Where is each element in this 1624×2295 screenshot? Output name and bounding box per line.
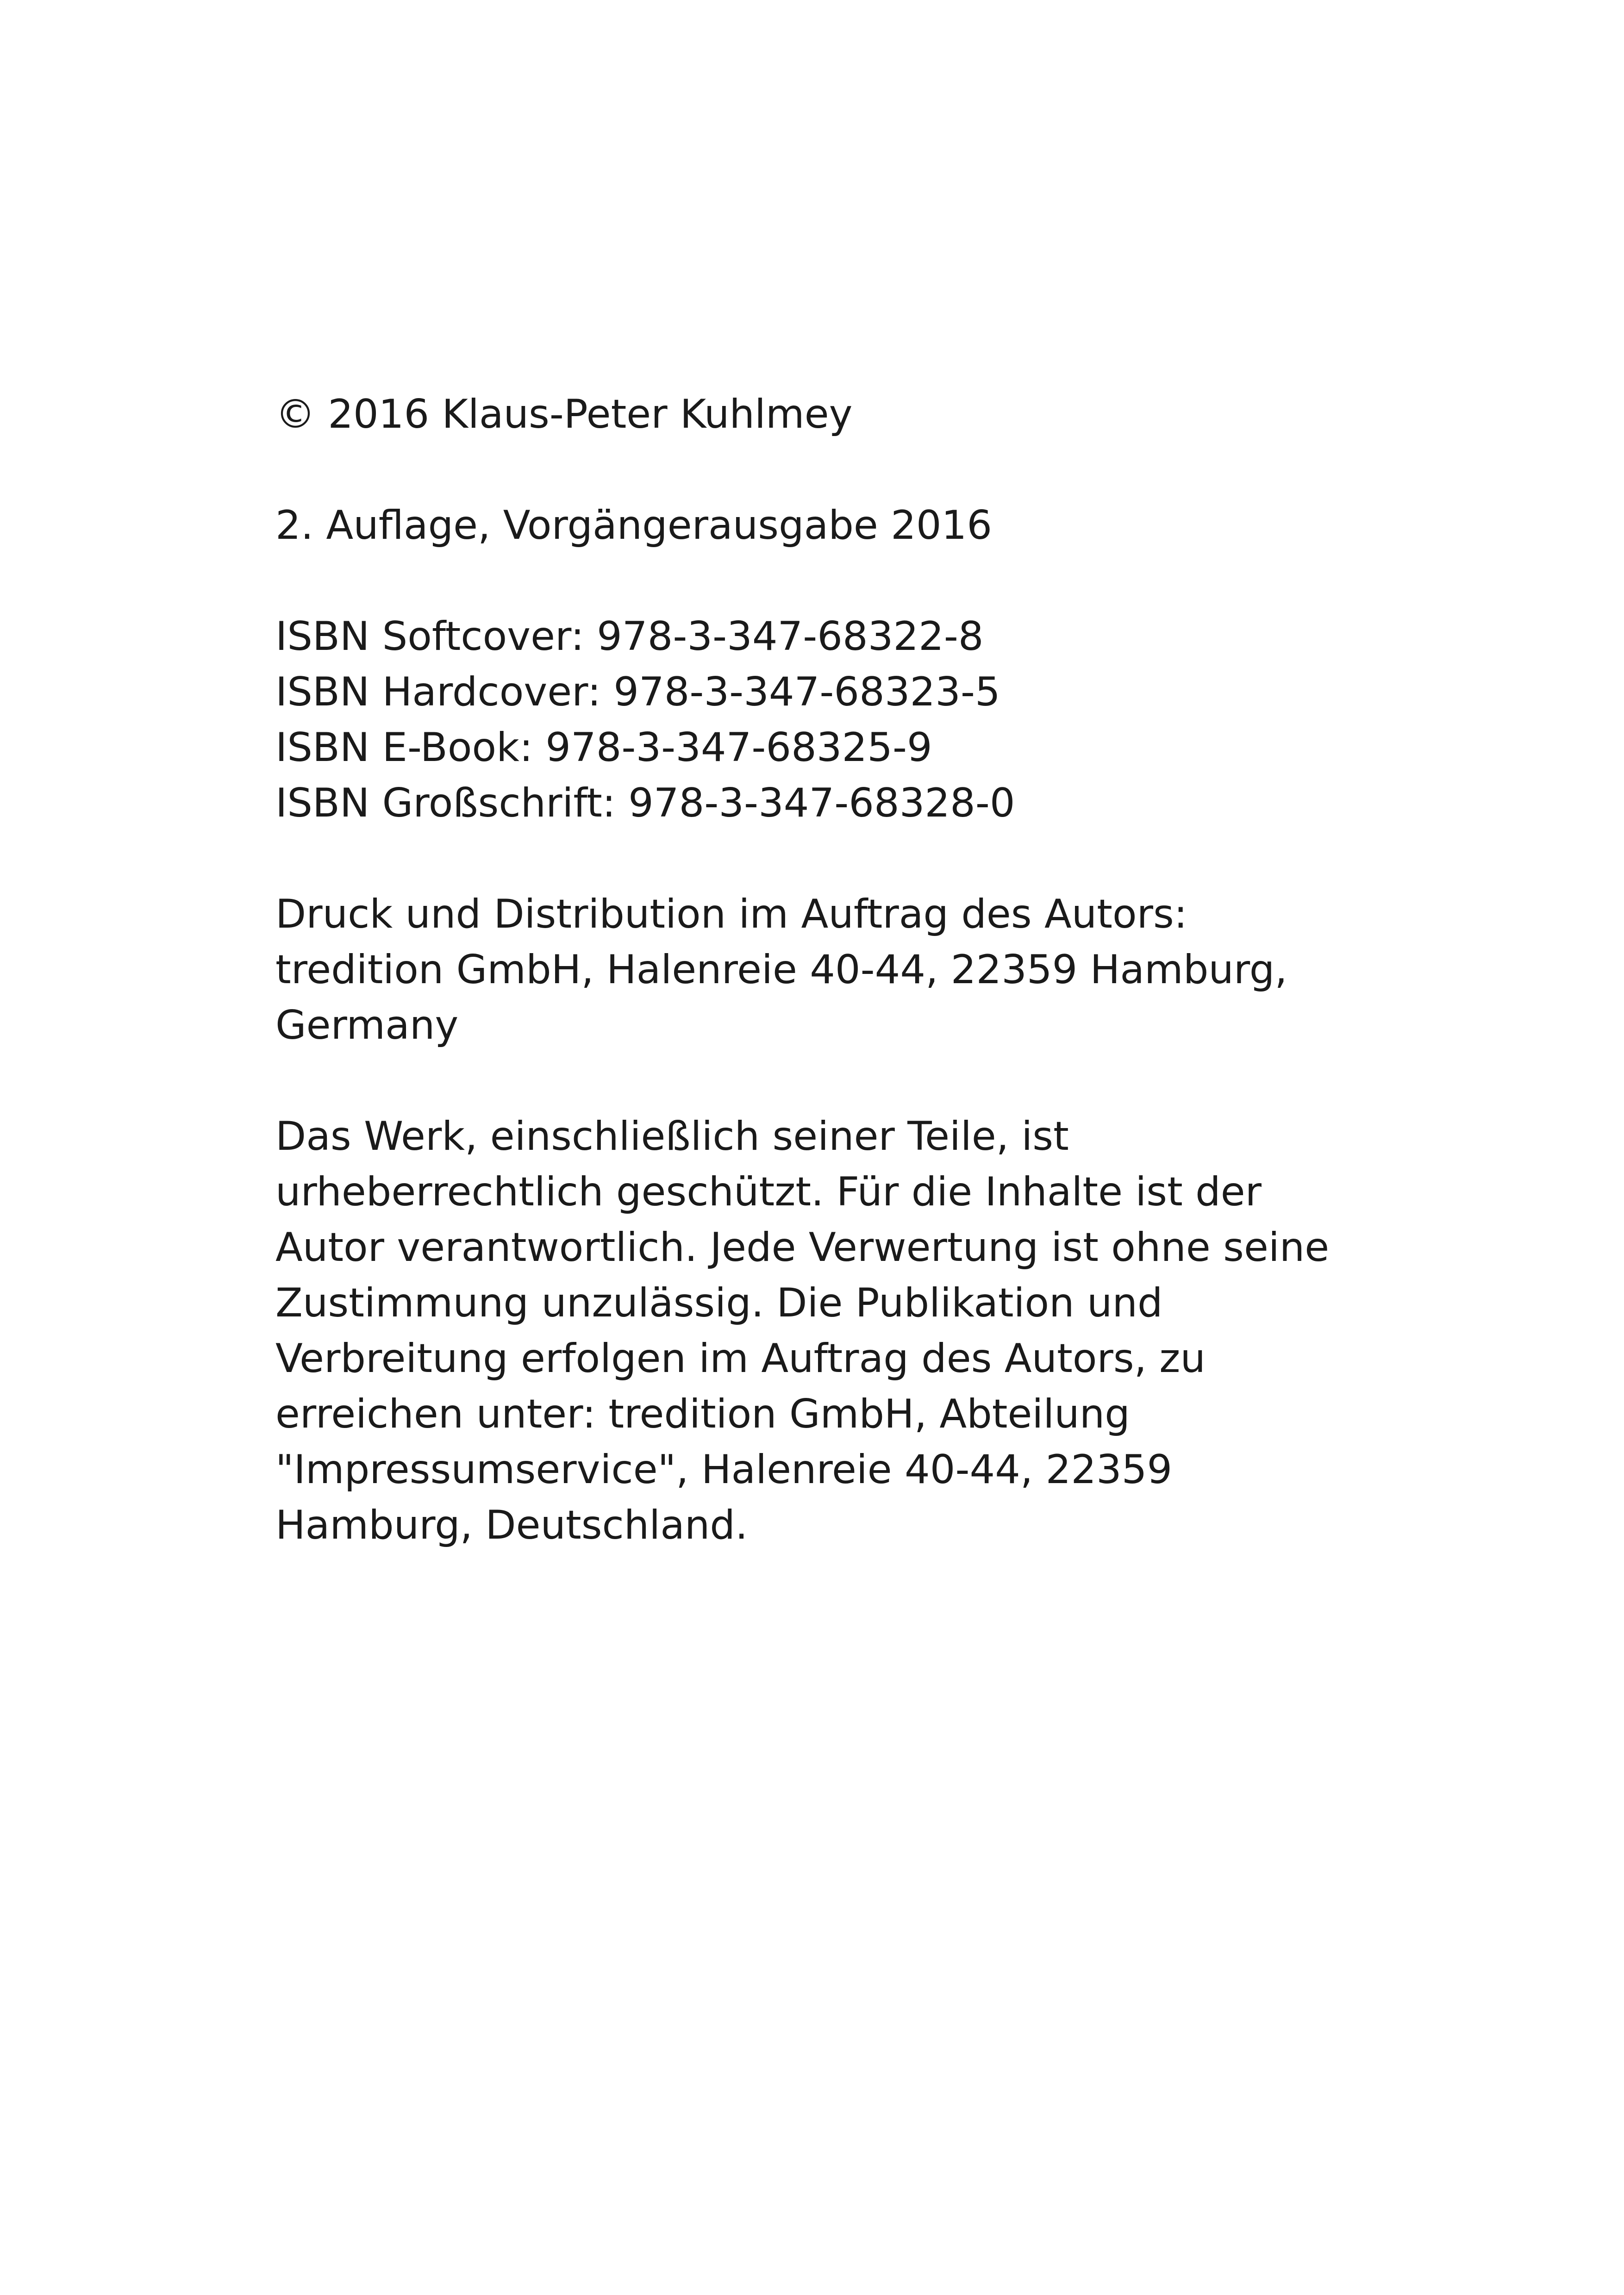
copyright-block	[275, 387, 1387, 442]
isbn-softcover-line: ISBN Softcover: 978-3-347-68322-8	[275, 613, 984, 660]
rights-line: Zustimmung unzulässig. Die Publikation und	[275, 1280, 1163, 1326]
printing-line: Germany	[275, 1002, 459, 1048]
isbn-block	[275, 609, 1387, 831]
rights-line: erreichen unter: tredition GmbH, Abteilung	[275, 1391, 1130, 1437]
rights-line: Das Werk, einschließlich seiner Teile, ist	[275, 1113, 1069, 1160]
copyright-line: © 2016 Klaus-Peter Kuhlmey	[275, 391, 853, 437]
rights-notice-block	[275, 1109, 1387, 1553]
rights-line: urheberrechtlich geschützt. Für die Inhalte ist der	[275, 1169, 1262, 1215]
rights-line: Autor verantwortlich. Jede Verwertung ist ohne seine	[275, 1224, 1330, 1271]
rights-line: Verbreitung erfolgen im Auftrag des Autors, zu	[275, 1335, 1206, 1382]
isbn-ebook-line: ISBN E-Book: 978-3-347-68325-9	[275, 724, 932, 771]
rights-line: "Impressumservice", Halenreie 40-44, 22359	[275, 1447, 1173, 1493]
edition-line: 2. Auflage, Vorgängerausgabe 2016	[275, 502, 993, 549]
rights-line: Hamburg, Deutschland.	[275, 1502, 748, 1548]
edition-block	[275, 498, 1387, 553]
printing-line: Druck und Distribution im Auftrag des Autors:	[275, 891, 1187, 937]
printing-distribution-block	[275, 886, 1387, 1053]
isbn-large-print-line: ISBN Großschrift: 978-3-347-68328-0	[275, 780, 1015, 826]
printing-line: tredition GmbH, Halenreie 40-44, 22359 Hamburg,	[275, 947, 1287, 993]
imprint-text-block	[275, 387, 1387, 1553]
isbn-hardcover-line: ISBN Hardcover: 978-3-347-68323-5	[275, 669, 1000, 715]
